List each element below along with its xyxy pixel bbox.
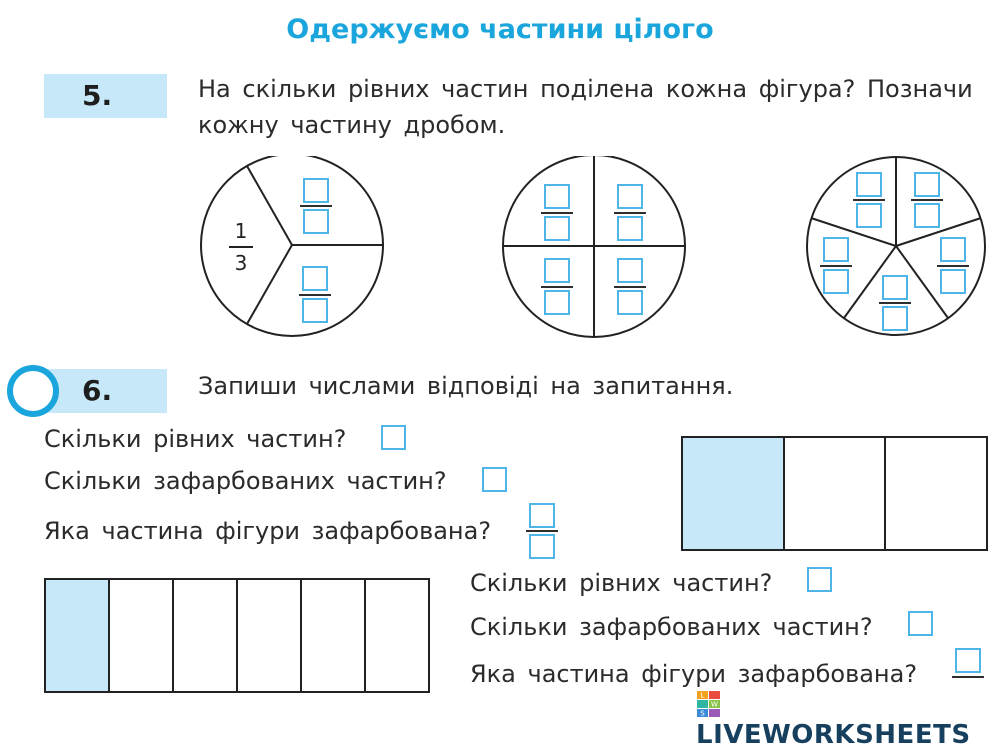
c3-numerator-input-5[interactable] — [882, 275, 908, 300]
figure-a-cell — [785, 438, 887, 549]
c1-denominator-input-1[interactable] — [303, 209, 329, 234]
c1-denominator-input-2[interactable] — [302, 298, 328, 323]
fig-b-q3-label: Яка частина фігури зафарбована? — [470, 660, 918, 688]
c2-numerator-input-1[interactable] — [544, 184, 570, 209]
c2-denominator-input-1[interactable] — [544, 216, 570, 241]
c2-denominator-input-2[interactable] — [617, 216, 643, 241]
c3-fraction-line-5 — [879, 302, 911, 304]
figure-b-cell — [238, 580, 302, 691]
figure-b-cell-shaded — [46, 580, 110, 691]
fig-b-fraction-line — [952, 676, 984, 678]
c3-denominator-input-5[interactable] — [882, 306, 908, 331]
fig-a-q3-label: Яка частина фігури зафарбована? — [44, 517, 492, 545]
given-numerator: 1 — [234, 219, 248, 243]
liveworksheets-logo-text: LIVEWORKSHEETS — [696, 720, 971, 750]
c3-fraction-line-1 — [853, 199, 885, 201]
c3-numerator-input-2[interactable] — [914, 172, 940, 197]
task-6-instruction: Запиши числами відповіді на запитання. — [198, 372, 734, 400]
fig-a-numerator-input[interactable] — [529, 503, 555, 528]
liveworksheets-badge-icon — [696, 690, 722, 720]
c3-denominator-input-3[interactable] — [823, 269, 849, 294]
fig-a-q2-label: Скільки зафарбованих частин? — [44, 467, 447, 495]
svg-text:S: S — [700, 709, 705, 718]
circle-thirds — [198, 156, 388, 340]
c1-fraction-line-1 — [300, 205, 332, 207]
fig-a-q1 — [44, 424, 346, 454]
c3-numerator-input-3[interactable] — [823, 237, 849, 262]
page-title: Одержуємо частини цілого — [286, 14, 714, 45]
fig-b-q1-label: Скільки рівних частин? — [470, 569, 773, 597]
task-5-number: 5. — [44, 74, 167, 118]
figure-a-cell-shaded — [683, 438, 785, 549]
task-6-number: 6. — [44, 369, 167, 413]
fig-a-q2 — [44, 466, 447, 496]
c3-numerator-input-1[interactable] — [856, 172, 882, 197]
c2-numerator-input-3[interactable] — [544, 258, 570, 283]
c2-fraction-line-4 — [614, 286, 646, 288]
c2-denominator-input-4[interactable] — [617, 290, 643, 315]
figure-b-cell — [174, 580, 238, 691]
c3-denominator-input-4[interactable] — [940, 269, 966, 294]
c2-numerator-input-2[interactable] — [617, 184, 643, 209]
c3-denominator-input-2[interactable] — [914, 203, 940, 228]
c1-numerator-input-2[interactable] — [302, 266, 328, 291]
fig-a-denominator-input[interactable] — [529, 534, 555, 559]
figure-a-cell — [886, 438, 986, 549]
fig-a-q1-label: Скільки рівних частин? — [44, 425, 347, 453]
given-denominator: 3 — [234, 251, 248, 275]
c3-fraction-line-3 — [820, 265, 852, 267]
c2-numerator-input-4[interactable] — [617, 258, 643, 283]
fig-a-q3 — [44, 516, 491, 546]
c3-fraction-line-2 — [911, 199, 943, 201]
figure-a-rectangle — [681, 436, 988, 551]
c1-fraction-line-2 — [299, 294, 331, 296]
svg-text:L: L — [700, 691, 705, 700]
fig-b-q1 — [470, 568, 772, 598]
c3-fraction-line-4 — [937, 265, 969, 267]
given-fraction-line — [229, 246, 253, 248]
liveworksheets-logo[interactable] — [696, 690, 996, 750]
circle-marker-icon — [4, 362, 66, 422]
svg-text:W: W — [711, 700, 718, 709]
figure-b-cell — [302, 580, 366, 691]
given-fraction — [229, 219, 253, 275]
fig-b-q2 — [470, 612, 873, 642]
c1-numerator-input-1[interactable] — [303, 178, 329, 203]
figure-b-rectangle — [44, 578, 430, 693]
c2-fraction-line-1 — [541, 212, 573, 214]
task-5-text: На скільки рівних частин поділена кожна фігура? Позначи кожну частину дробом. — [198, 75, 973, 139]
c2-fraction-line-3 — [541, 286, 573, 288]
fig-a-q2-input[interactable] — [482, 467, 507, 492]
fig-b-q3 — [470, 659, 917, 689]
fig-a-q1-input[interactable] — [381, 425, 406, 450]
figure-b-cell — [366, 580, 428, 691]
fig-b-numerator-input[interactable] — [955, 648, 981, 673]
fig-a-fraction-line — [526, 530, 558, 532]
fig-b-q2-label: Скільки зафарбованих частин? — [470, 613, 873, 641]
circle-quarters — [500, 156, 690, 340]
figure-b-cell — [110, 580, 174, 691]
c3-denominator-input-1[interactable] — [856, 203, 882, 228]
c3-numerator-input-4[interactable] — [940, 237, 966, 262]
fig-b-q2-input[interactable] — [908, 611, 933, 636]
c2-fraction-line-2 — [614, 212, 646, 214]
fig-b-q1-input[interactable] — [807, 567, 832, 592]
c2-denominator-input-3[interactable] — [544, 290, 570, 315]
